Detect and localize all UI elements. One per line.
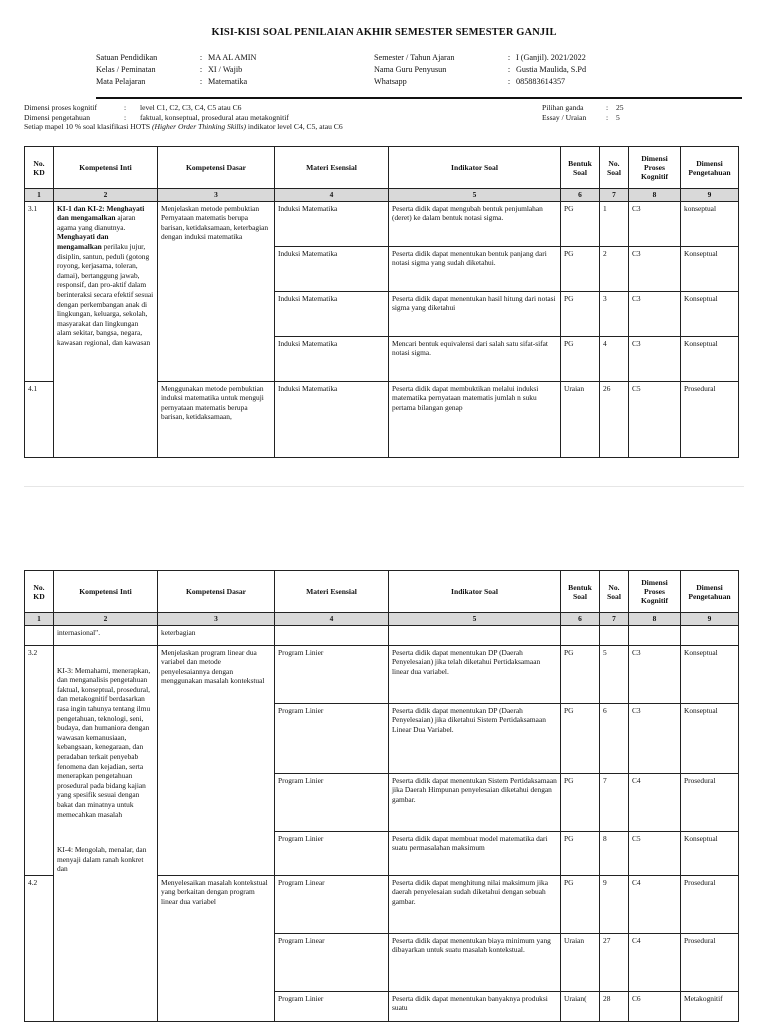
kompetensi-inti-cell [54, 645, 158, 1021]
column-number: 1 [25, 189, 54, 202]
pengetahuan-cell: Prosedural [681, 773, 739, 831]
header-bentuk-soal: Bentuk Soal [561, 147, 600, 189]
meta-row-pengetahuan [24, 113, 343, 123]
bentuk-cell: Uraian [561, 381, 600, 457]
bentuk-cell: PG [561, 773, 600, 831]
kompetensi-dasar-cell: Menjelaskan program linear dua variabel dan metode penyelesaiannya dengan menggunakan masalah kontekstual [158, 645, 275, 875]
proses-cell: C3 [629, 645, 681, 703]
meta-label: Dimensi pengetahuan [24, 112, 91, 122]
proses-cell: C4 [629, 933, 681, 991]
indikator-cell [389, 625, 561, 645]
proses-cell: C3 [629, 246, 681, 291]
header-no-kd: No. KD [25, 147, 54, 189]
bentuk-cell: Uraian( [561, 991, 600, 1021]
header-kompetensi-inti: Kompetensi Inti [54, 571, 158, 613]
info-row-guru [374, 64, 586, 76]
header-kompetensi-dasar: Kompetensi Dasar [158, 571, 275, 613]
info-separator: : [199, 77, 203, 86]
info-label: Satuan Pendidikan [96, 53, 158, 62]
meta-separator: : [124, 112, 127, 122]
materi-cell: Program Linier [275, 703, 389, 773]
bentuk-cell: PG [561, 875, 600, 933]
info-label: Semester / Tahun Ajaran [374, 53, 455, 62]
pengetahuan-cell: Konseptual [681, 645, 739, 703]
header-dimensi-pengetahuan: Dimensi Pengetahuan [681, 147, 739, 189]
document-page-1 [0, 0, 768, 478]
no-soal-cell: 27 [600, 933, 629, 991]
column-number: 7 [600, 613, 629, 626]
proses-cell: C4 [629, 875, 681, 933]
indikator-cell: Mencari bentuk equivalensi dari salah satu sifat-sifat notasi sigma. [389, 336, 561, 381]
bentuk-cell: PG [561, 703, 600, 773]
no-soal-cell [600, 625, 629, 645]
ki-heading: KI-1 dan KI-2: [57, 203, 105, 213]
meta-value: faktual, konseptual, prosedural atau metakognitif [140, 112, 289, 122]
kisi-table-page-1 [24, 146, 739, 458]
materi-cell: Program Linier [275, 645, 389, 703]
materi-cell: Induksi Matematika [275, 291, 389, 336]
ki-emphasis: Menghayati dan mengamalkan [57, 203, 145, 223]
info-label: Mata Pelajaran [96, 77, 146, 86]
header-indikator-soal: Indikator Soal [389, 147, 561, 189]
info-row-mapel [96, 76, 256, 88]
meta-label: Dimensi proses kognitif [24, 103, 97, 112]
column-number-row [25, 189, 739, 202]
kd-number: 4.2 [25, 875, 54, 1021]
pengetahuan-cell: Prosedural [681, 381, 739, 457]
pengetahuan-cell: Metakognitif [681, 991, 739, 1021]
bentuk-cell: PG [561, 336, 600, 381]
info-value: Matematika [208, 77, 248, 86]
materi-cell: Induksi Matematika [275, 336, 389, 381]
indikator-cell: Peserta didik dapat menentukan banyaknya produksi suatu [389, 991, 561, 1021]
no-soal-cell: 8 [600, 831, 629, 875]
no-soal-cell: 6 [600, 703, 629, 773]
header-materi-esensial: Materi Esensial [275, 571, 389, 613]
meta-value: 5 [616, 112, 620, 122]
hots-note-prefix: Setiap mapel 10 % soal klasifikasi HOTS [24, 122, 153, 132]
meta-row-hots [24, 122, 343, 132]
info-label: Whatsapp [374, 77, 407, 86]
info-row-kelas [96, 64, 256, 76]
header-dimensi-proses: Dimensi Proses Kognitif [629, 571, 681, 613]
indikator-cell: Peserta didik dapat menentukan DP (Daerah Penyelesaian) jika telah diketahui Pertidaksamaan linear dua variabel. [389, 645, 561, 703]
materi-cell: Program Linier [275, 991, 389, 1021]
column-number: 3 [158, 189, 275, 202]
proses-cell: C3 [629, 703, 681, 773]
no-soal-cell: 5 [600, 645, 629, 703]
kisi-table-page-2 [24, 570, 739, 1022]
info-separator: : [199, 65, 203, 74]
materi-cell: Program Linear [275, 933, 389, 991]
column-number: 9 [681, 613, 739, 626]
meta-value: level C1, C2, C3, C4, C5 atau C6 [140, 103, 242, 112]
meta-separator: : [606, 112, 609, 122]
proses-cell: C3 [629, 336, 681, 381]
proses-cell: C3 [629, 291, 681, 336]
bentuk-cell: PG [561, 291, 600, 336]
indikator-cell: Peserta didik dapat mengubah bentuk penjumlahan (deret) ke dalam bentuk notasi sigma. [389, 201, 561, 246]
header-kompetensi-inti: Kompetensi Inti [54, 147, 158, 189]
meta-separator: : [124, 103, 127, 112]
indikator-cell: Peserta didik dapat membuktikan melalui induksi matematika pernyataan matematis jumlah n suku pertama bilangan genap [389, 381, 561, 457]
info-row-whatsapp [374, 76, 586, 88]
header-dimensi-proses: Dimensi Proses Kognitif [629, 147, 681, 189]
info-separator: : [507, 65, 511, 74]
table-row [25, 625, 739, 645]
header-materi-esensial: Materi Esensial [275, 147, 389, 189]
column-number: 2 [54, 189, 158, 202]
materi-cell: Program Linier [275, 831, 389, 875]
column-number: 8 [629, 189, 681, 202]
column-number: 4 [275, 189, 389, 202]
proses-cell: C5 [629, 831, 681, 875]
kompetensi-dasar-cell: Menyelesaikan masalah kontekstual yang berkaitan dengan program linear dua variabel [158, 875, 275, 1021]
indikator-cell: Peserta didik dapat menentukan Sistem Pertidaksamaan jika Daerah Himpunan penyelesaian diketahui dengan gambar. [389, 773, 561, 831]
info-value: 085883614357 [516, 77, 566, 86]
header-bentuk-soal: Bentuk Soal [561, 571, 600, 613]
no-soal-cell: 3 [600, 291, 629, 336]
column-number: 5 [389, 189, 561, 202]
meta-row-kognitif [24, 103, 343, 113]
indikator-cell: Peserta didik dapat menghitung nilai maksimum jika daerah penyelesaian sudah diketahui dengan sebuah gambar. [389, 875, 561, 933]
table-row [25, 645, 739, 703]
kompetensi-dasar-cell: Menjelaskan metode pembuktian Pernyataan matematis berupa barisan, ketidaksamaan, keterbagian dengan induksi matematika [158, 201, 275, 381]
no-soal-cell: 28 [600, 991, 629, 1021]
meta-block-left [24, 103, 343, 132]
info-value: XI / Wajib [208, 65, 243, 74]
header-kompetensi-dasar: Kompetensi Dasar [158, 147, 275, 189]
proses-cell: C3 [629, 201, 681, 246]
meta-row-pg [542, 103, 624, 113]
meta-label: Essay / Uraian [542, 112, 587, 122]
bentuk-cell: PG [561, 831, 600, 875]
pengetahuan-cell: Konseptual [681, 246, 739, 291]
column-number: 2 [54, 613, 158, 626]
info-row-satuan [96, 52, 256, 64]
indikator-cell: Peserta didik dapat menentukan biaya minimum yang dibayarkan untuk suatu masalah kontekstual. [389, 933, 561, 991]
column-number: 1 [25, 613, 54, 626]
no-soal-cell: 2 [600, 246, 629, 291]
materi-cell: Induksi Matematika [275, 381, 389, 457]
column-number: 7 [600, 189, 629, 202]
info-label: Nama Guru Penyusun [374, 65, 447, 74]
materi-cell: Induksi Matematika [275, 246, 389, 291]
header-no-soal: No. Soal [600, 571, 629, 613]
header-indikator-soal: Indikator Soal [389, 571, 561, 613]
info-value: MA AL AMIN [208, 53, 257, 62]
page-gap [0, 478, 768, 560]
info-block-left [96, 52, 256, 88]
kompetensi-dasar-cell: keterbagian [158, 625, 275, 645]
header-dimensi-pengetahuan: Dimensi Pengetahuan [681, 571, 739, 613]
page-separator [24, 486, 744, 487]
hots-note-suffix: indikator level C4, C5, atau C6 [246, 122, 343, 132]
materi-cell: Program Linier [275, 773, 389, 831]
column-number: 9 [681, 189, 739, 202]
no-soal-cell: 1 [600, 201, 629, 246]
no-soal-cell: 26 [600, 381, 629, 457]
kd-number [25, 625, 54, 645]
info-separator: : [199, 53, 203, 62]
proses-cell [629, 625, 681, 645]
info-separator: : [507, 77, 511, 86]
info-block-right [374, 52, 586, 88]
hots-note-italic: (Higher Order Thinking Skills) [152, 122, 247, 132]
proses-cell: C4 [629, 773, 681, 831]
info-value: Gustia Maulida, S.Pd [516, 65, 587, 74]
kd-number: 4.1 [25, 381, 54, 457]
kd-number: 3.2 [25, 645, 54, 875]
proses-cell: C5 [629, 381, 681, 457]
pengetahuan-cell: Konseptual [681, 336, 739, 381]
ki-text: perilaku jujur, disiplin, santun, peduli (gotong royong, kerjasama, toleran, damai), bertanggung jawab, responsif, dan pro-aktif dalam berinteraksi secara efektif sesuai dengan perkembangan anak di lingkungan, keluarga, sekolah, masyarakat dan lingkungan alam sekitar, bangsa, negara, kawasan regional, dan kawasan [57, 241, 154, 347]
kompetensi-dasar-cell: Menggunakan metode pembuktian induksi matematika untuk menguji pernyataan matematis berupa barisan, ketidaksamaan, [158, 381, 275, 457]
pengetahuan-cell: Konseptual [681, 703, 739, 773]
ki-4-text: KI-4: Mengolah, menalar, dan menyaji dalam ranah konkret dan [57, 845, 147, 874]
pengetahuan-cell [681, 625, 739, 645]
info-separator: : [507, 53, 511, 62]
meta-separator: : [606, 103, 609, 112]
column-number: 8 [629, 613, 681, 626]
pengetahuan-cell: Prosedural [681, 933, 739, 991]
header-no-soal: No. Soal [600, 147, 629, 189]
materi-cell: Program Linear [275, 875, 389, 933]
meta-row-essay [542, 113, 624, 123]
column-number: 6 [561, 613, 600, 626]
indikator-cell: Peserta didik dapat menentukan hasil hitung dari notasi sigma yang diketahui [389, 291, 561, 336]
pengetahuan-cell: Konseptual [681, 291, 739, 336]
no-soal-cell: 4 [600, 336, 629, 381]
column-number: 4 [275, 613, 389, 626]
materi-cell [275, 625, 389, 645]
indikator-cell: Peserta didik dapat membuat model matematika dari suatu permasalahan maksimum [389, 831, 561, 875]
info-value: I (Ganjil). 2021/2022 [516, 53, 586, 62]
kd-number: 3.1 [25, 201, 54, 381]
table-header-row [25, 571, 739, 613]
column-number: 5 [389, 613, 561, 626]
indikator-cell: Peserta didik dapat menentukan DP (Daerah Penyelesaian) jika diketahui Sistem Pertidaksamaan Linear Dua Variabel. [389, 703, 561, 773]
info-label: Kelas / Peminatan [96, 65, 156, 74]
column-number: 3 [158, 613, 275, 626]
column-number-row [25, 613, 739, 626]
bentuk-cell: PG [561, 246, 600, 291]
meta-value: 25 [616, 103, 624, 112]
ki-3-text: KI-3: Memahami, menerapkan, dan menganalisis pengetahuan faktual, konseptual, prosedural, dan metakognitif berdasarkan rasa ingin tahunya tentang ilmu pengetahuan, teknologi, seni, budaya, dan humaniora dengan wawasan kemanusiaan, kebangsaan, kenegaraan, dan peradaban terkait penyebab fenomena dan kejadian, serta menerapkan pengetahuan prosedural pada bidang kajian yang spesifik sesuai dengan bakat dan minatnya untuk memecahkan masalah [57, 665, 151, 819]
header-divider [96, 97, 742, 99]
pengetahuan-cell: Prosedural [681, 875, 739, 933]
bentuk-cell: Uraian [561, 933, 600, 991]
meta-block-right [542, 103, 624, 122]
kompetensi-inti-cell [54, 201, 158, 457]
ki-emphasis: Menghayati dan mengamalkan [57, 232, 109, 251]
no-soal-cell: 9 [600, 875, 629, 933]
document-title: KISI-KISI SOAL PENILAIAN AKHIR SEMESTER SEMESTER GANJIL [211, 27, 557, 38]
header-no-kd: No. KD [25, 571, 54, 613]
bentuk-cell: PG [561, 645, 600, 703]
info-row-semester [374, 52, 586, 64]
pengetahuan-cell: Konseptual [681, 831, 739, 875]
kompetensi-inti-cell: internasional". [54, 625, 158, 645]
pengetahuan-cell: konseptual [681, 201, 739, 246]
bentuk-cell: PG [561, 201, 600, 246]
materi-cell: Induksi Matematika [275, 201, 389, 246]
table-header-row [25, 147, 739, 189]
meta-label: Pilihan ganda [542, 103, 584, 112]
indikator-cell: Peserta didik dapat menentukan bentuk panjang dari notasi sigma yang sudah diketahui. [389, 246, 561, 291]
document-page-2 [0, 560, 768, 1024]
bentuk-cell [561, 625, 600, 645]
ki-text: ajaran agama yang dianutnya. [57, 213, 136, 232]
table-row [25, 201, 739, 246]
column-number: 6 [561, 189, 600, 202]
no-soal-cell: 7 [600, 773, 629, 831]
proses-cell: C6 [629, 991, 681, 1021]
